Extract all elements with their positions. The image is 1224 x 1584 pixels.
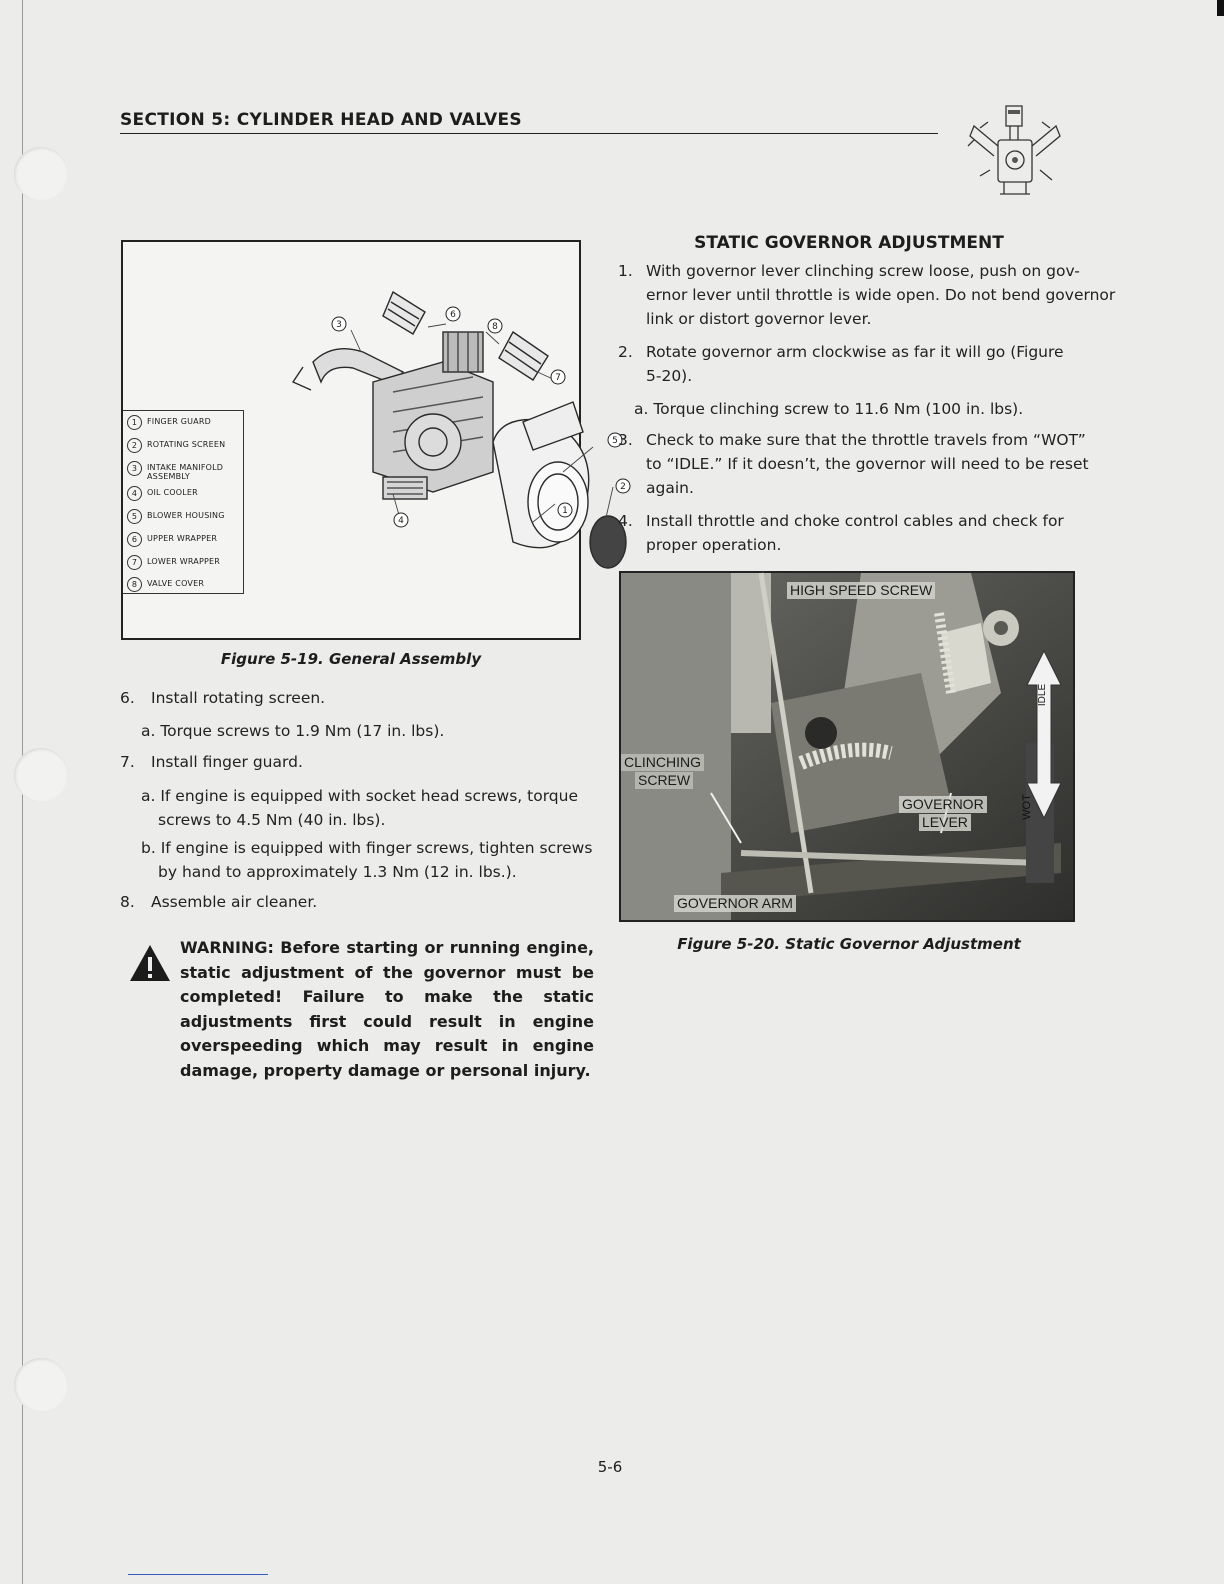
legend-label: BLOWER HOUSING: [147, 511, 225, 520]
right-step-1-line-1: With governor lever clinching screw loose, push on gov-: [646, 262, 1080, 280]
step-7-text: Install finger guard.: [151, 753, 303, 771]
clinching-screw-label-line-2: SCREW: [635, 772, 693, 789]
right-step-3-line-1: Check to make sure that the throttle travels from “WOT”: [646, 431, 1086, 449]
legend-item: [127, 438, 235, 453]
punch-hole-middle: [14, 748, 68, 802]
legend-label: FINGER GUARD: [147, 417, 211, 426]
step-8-text: Assemble air cleaner.: [151, 893, 318, 911]
exploded-engine-diagram: [243, 272, 626, 622]
right-step-2-number: 2.: [618, 343, 633, 361]
legend-item: [127, 509, 235, 524]
static-governor-heading: STATIC GOVERNOR ADJUSTMENT: [694, 233, 1004, 253]
legend-number: 7: [127, 555, 142, 570]
general-assembly-figure: [121, 240, 626, 640]
legend-number: 4: [127, 486, 142, 501]
step-6-text: Install rotating screen.: [151, 689, 326, 707]
footer-rule: [128, 1574, 268, 1575]
legend-number: 1: [127, 415, 142, 430]
step-7a-line-2: screws to 4.5 Nm (40 in. lbs).: [158, 811, 386, 829]
right-step-2-line-2: 5-20).: [646, 367, 693, 385]
callout-6: 6: [450, 310, 456, 320]
warning-text: WARNING: Before starting or running engine, static adjustment of the governor must be completed! Failure to make the static adjustments first could result in engine overspeeding which may result in engine damage, property damage or personal injury.: [180, 938, 594, 1080]
legend-item: [127, 415, 235, 430]
legend-label: VALVE COVER: [147, 579, 205, 588]
page-number: 5-6: [597, 1458, 623, 1476]
step-8-number: 8.: [120, 893, 135, 911]
wot-label: WOT: [1020, 794, 1033, 820]
legend-number: 8: [127, 577, 142, 592]
legend-label: OIL COOLER: [147, 488, 198, 497]
right-step-4-number: 4.: [618, 512, 633, 530]
legend-label: INTAKE MANIFOLD ASSEMBLY: [147, 463, 224, 481]
legend-item: [127, 461, 225, 481]
governor-lever-label-line-1: GOVERNOR: [899, 796, 987, 813]
header-rule: [120, 133, 938, 134]
high-speed-screw-label: HIGH SPEED SCREW: [787, 582, 935, 599]
right-step-1-line-2: ernor lever until throttle is wide open. Do not bend governor: [646, 286, 1116, 304]
governor-lever-label-line-2: LEVER: [919, 814, 971, 831]
figure-5-20-caption: Figure 5-20. Static Governor Adjustment: [677, 935, 1021, 953]
legend-number: 2: [127, 438, 142, 453]
callout-5: 5: [612, 436, 618, 446]
figure-5-19-caption: Figure 5-19. General Assembly: [220, 650, 482, 668]
callout-7: 7: [555, 373, 561, 383]
right-step-3-line-3: again.: [646, 479, 694, 497]
idle-label: IDLE: [1037, 683, 1049, 707]
right-step-4-line-2: proper operation.: [646, 536, 782, 554]
right-step-2a-text: a. Torque clinching screw to 11.6 Nm (100 in. lbs).: [634, 400, 1024, 418]
callout-4: 4: [398, 516, 404, 526]
callout-2: 2: [620, 482, 626, 492]
governor-adjustment-photo: [619, 571, 1075, 922]
legend-item: [127, 555, 235, 570]
right-step-4-line-1: Install throttle and choke control cables and check for: [646, 512, 1064, 530]
governor-photo-illustration: [621, 573, 1073, 920]
step-6-number: 6.: [120, 689, 135, 707]
legend-item: [127, 532, 235, 547]
callout-3: 3: [336, 320, 342, 330]
legend-number: 5: [127, 509, 142, 524]
warning-triangle-icon: [128, 943, 172, 983]
step-7a-line-1: a. If engine is equipped with socket head screws, torque: [141, 787, 579, 805]
legend-label: ROTATING SCREEN: [147, 440, 226, 449]
right-step-1-number: 1.: [618, 262, 633, 280]
right-step-3-line-2: to “IDLE.” If it doesn’t, the governor will need to be reset: [646, 455, 1089, 473]
right-step-2-line-1: Rotate governor arm clockwise as far it will go (Figure: [646, 343, 1064, 361]
step-6a-text: a. Torque screws to 1.9 Nm (17 in. lbs).: [141, 722, 445, 740]
legend-label: UPPER WRAPPER: [147, 534, 218, 543]
clinching-screw-label-line-1: CLINCHING: [621, 754, 704, 771]
governor-arm-label: GOVERNOR ARM: [674, 895, 796, 912]
callout-8: 8: [492, 322, 498, 332]
figure-legend: [123, 410, 244, 594]
engine-logo-icon: [960, 96, 1070, 200]
legend-item: [127, 486, 235, 501]
step-7-number: 7.: [120, 753, 135, 771]
punch-hole-top: [14, 147, 68, 201]
right-step-1-line-3: link or distort governor lever.: [646, 310, 872, 328]
punch-hole-bottom: [14, 1358, 68, 1412]
callout-1: 1: [562, 506, 568, 516]
right-step-3-number: 3.: [618, 431, 633, 449]
step-7b-line-1: b. If engine is equipped with finger screws, tighten screws: [141, 839, 593, 857]
legend-item: [127, 577, 235, 592]
legend-number: 6: [127, 532, 142, 547]
legend-number: 3: [127, 461, 142, 476]
scan-edge-mark: [1217, 0, 1224, 16]
step-7b-line-2: by hand to approximately 1.3 Nm (12 in. lbs.).: [158, 863, 517, 881]
section-title: SECTION 5: CYLINDER HEAD AND VALVES: [120, 110, 522, 130]
legend-label: LOWER WRAPPER: [147, 557, 221, 566]
